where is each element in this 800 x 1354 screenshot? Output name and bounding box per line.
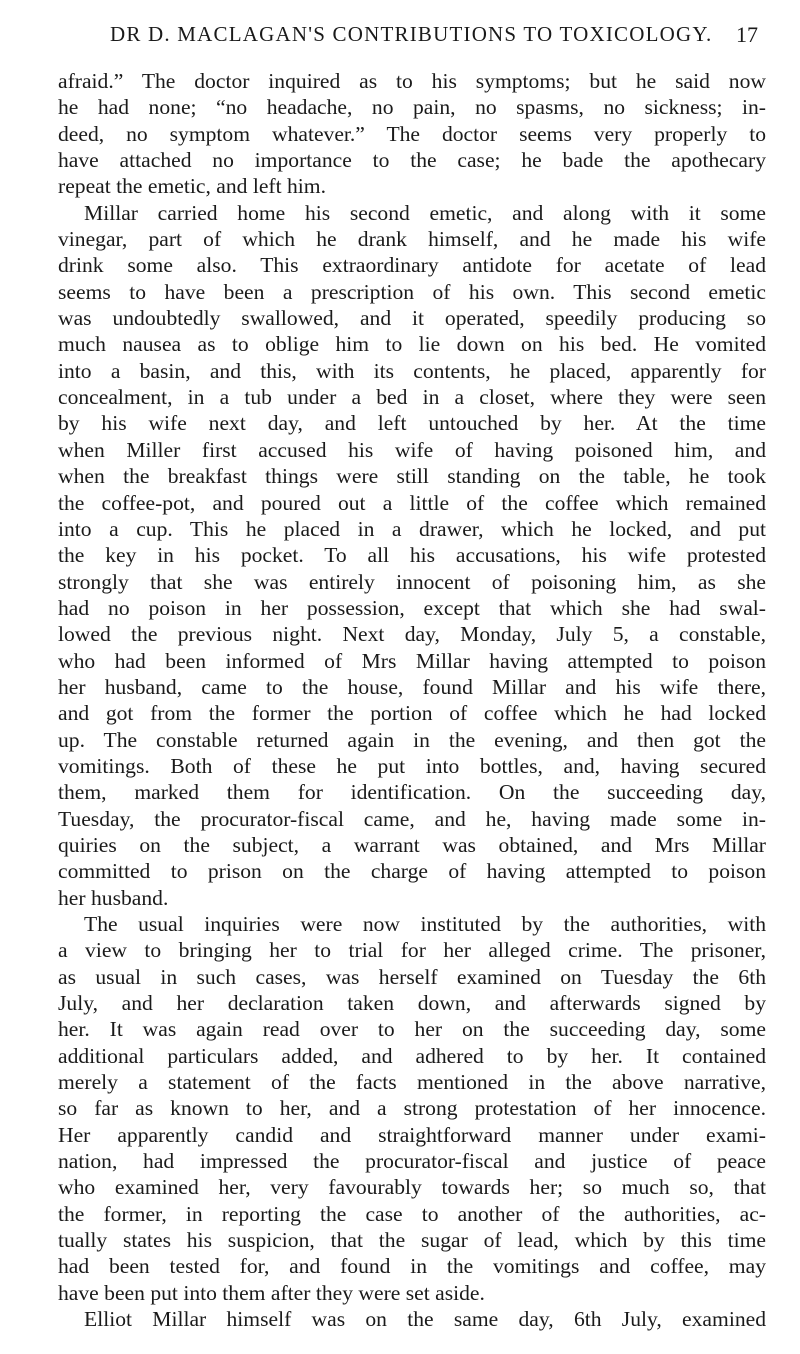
text-line: who had been informed of Mrs Millar having attempted to poison: [58, 648, 766, 673]
text-line: who examined her, very favourably towards her; so much so, that: [58, 1175, 766, 1200]
text-line: and got from the former the portion of coffee which he had locked: [58, 701, 766, 726]
text-line: lowed the previous night. Next day, Monday, July 5, a constable,: [58, 622, 766, 647]
text-line: when the breakfast things were still standing on the table, he took: [58, 464, 766, 489]
page-number: 17: [736, 22, 758, 47]
text-line: the coffee-pot, and poured out a little of the coffee which remained: [58, 490, 766, 515]
text-line: concealment, in a tub under a bed in a closet, where they were seen: [58, 385, 766, 410]
text-line: her husband, came to the house, found Millar and his wife there,: [58, 674, 766, 699]
text-line: seems to have been a prescription of his own. This second emetic: [58, 279, 766, 304]
paragraph: [58, 200, 766, 911]
text-line: vinegar, part of which he drank himself, and he made his wife: [58, 227, 766, 252]
text-line: drink some also. This extraordinary antidote for acetate of lead: [58, 253, 766, 278]
text-line: repeat the emetic, and left him.: [58, 174, 327, 199]
text-line: had no poison in her possession, except that which she had swal-: [58, 595, 766, 620]
text-line: into a cup. This he placed in a drawer, which he locked, and put: [58, 516, 766, 541]
text-line: her. It was again read over to her on the succeeding day, some: [58, 1017, 766, 1042]
paragraph: [58, 68, 766, 200]
page-header: [58, 22, 758, 66]
text-line: vomitings. Both of these he put into bottles, and, having secured: [58, 753, 766, 778]
text-line: as usual in such cases, was herself examined on Tuesday the 6th: [58, 964, 766, 989]
text-line: July, and her declaration taken down, and afterwards signed by: [58, 991, 766, 1016]
text-line: quiries on the subject, a warrant was obtained, and Mrs Millar: [58, 832, 766, 857]
text-line: a view to bringing her to trial for her alleged crime. The prisoner,: [58, 938, 766, 963]
text-line: merely a statement of the facts mentioned in the above narrative,: [58, 1070, 766, 1095]
text-line: into a basin, and this, with its contents, he placed, apparently for: [58, 358, 766, 383]
text-line: deed, no symptom whatever.” The doctor seems very properly to: [58, 121, 766, 146]
text-line: Elliot Millar himself was on the same day, 6th July, examined: [84, 1307, 766, 1332]
text-line: when Miller first accused his wife of having poisoned him, and: [58, 437, 766, 462]
text-line: them, marked them for identification. On the succeeding day,: [58, 780, 766, 805]
text-line: the former, in reporting the case to another of the authorities, ac-: [58, 1201, 766, 1226]
running-head: DR D. MACLAGAN'S CONTRIBUTIONS TO TOXICOLOGY.: [110, 22, 713, 46]
text-line: by his wife next day, and left untouched by her. At the time: [58, 411, 766, 436]
text-line: nation, had impressed the procurator-fiscal and justice of peace: [58, 1149, 766, 1174]
text-line: have been put into them after they were set aside.: [58, 1280, 485, 1305]
text-line: much nausea as to oblige him to lie down on his bed. He vomited: [58, 332, 766, 357]
paragraph: [58, 911, 766, 1306]
text-line: strongly that she was entirely innocent of poisoning him, as she: [58, 569, 766, 594]
text-line: Millar carried home his second emetic, and along with it some: [84, 200, 766, 225]
text-line: afraid.” The doctor inquired as to his symptoms; but he said now: [58, 69, 766, 93]
text-line: up. The constable returned again in the evening, and then got the: [58, 727, 766, 752]
text-line: Tuesday, the procurator-fiscal came, and he, having made some in-: [58, 806, 766, 831]
text-line: her husband.: [58, 885, 169, 910]
paragraph: [58, 1306, 766, 1332]
text-line: Her apparently candid and straightforward manner under exami-: [58, 1122, 766, 1147]
text-line: The usual inquiries were now instituted by the authorities, with: [84, 912, 766, 936]
text-line: have attached no importance to the case; he bade the apothecary: [58, 148, 766, 173]
text-line: additional particulars added, and adhered to by her. It contained: [58, 1043, 766, 1068]
text-line: he had none; “no headache, no pain, no spasms, no sickness; in-: [58, 95, 766, 120]
body-text: [58, 68, 766, 1333]
text-line: had been tested for, and found in the vomitings and coffee, may: [58, 1254, 766, 1279]
text-line: so far as known to her, and a strong protestation of her innocence.: [58, 1096, 766, 1121]
text-line: the key in his pocket. To all his accusations, his wife protested: [58, 543, 766, 568]
text-line: was undoubtedly swallowed, and it operated, speedily producing so: [58, 306, 766, 331]
text-line: committed to prison on the charge of having attempted to poison: [58, 859, 766, 884]
text-line: tually states his suspicion, that the sugar of lead, which by this time: [58, 1228, 766, 1253]
